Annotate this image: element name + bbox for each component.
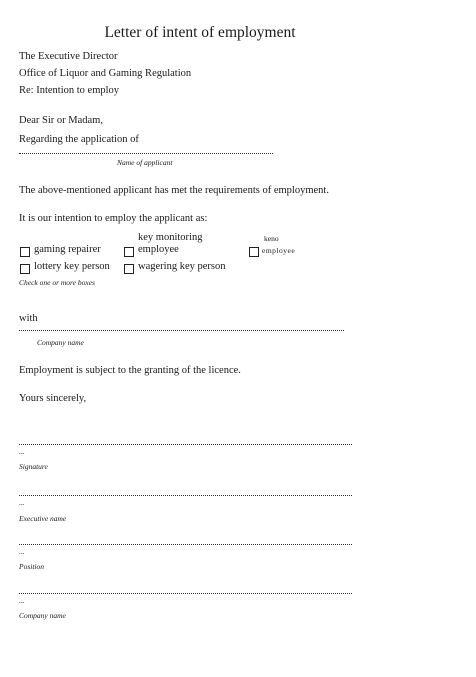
closing-text: Yours sincerely, [19,393,87,404]
with-label: with [19,313,38,324]
lottery-key-person-label: lottery key person [34,261,110,272]
position-continuation: ... [19,547,25,556]
position-caption: Position [19,562,45,571]
keno-employee-checkbox[interactable] [249,247,259,257]
lottery-key-person-checkbox[interactable] [20,264,30,274]
page-title: Letter of intent of employment [104,24,296,41]
employer-company-caption: Company name [37,338,84,347]
intention-text: It is our intention to employ the applicant as: [19,213,208,224]
recipient-line-3: Re: Intention to employ [19,85,120,96]
recipient-line-2: Office of Liquor and Gaming Regulation [19,68,192,79]
recipient-line-1: The Executive Director [19,51,118,62]
key-monitoring-label-line-1: key monitoring [138,232,203,243]
wagering-key-person-label: wagering key person [138,261,226,272]
applicant-name-field[interactable] [19,153,273,154]
gaming-repairer-label: gaming repairer [34,244,101,255]
applicant-name-caption: Name of applicant [117,158,173,167]
keno-label-line-1: keno [264,234,279,243]
check-boxes-note: Check one or more boxes [19,278,95,287]
company-name-caption: Company name [19,611,66,620]
signature-caption: Signature [19,462,48,471]
licence-text: Employment is subject to the granting of the licence. [19,365,241,376]
key-monitoring-label-line-2: employee [138,244,179,255]
gaming-repairer-checkbox[interactable] [20,247,30,257]
position-field[interactable] [19,544,352,545]
executive-name-field[interactable] [19,495,352,496]
company-name-field[interactable] [19,593,352,594]
company-continuation: ... [19,596,25,605]
executive-name-caption: Executive name [19,514,67,523]
keno-label-line-2: employee [262,246,296,255]
key-monitoring-employee-checkbox[interactable] [124,247,134,257]
signature-continuation: ... [19,447,25,456]
executive-continuation: ... [19,498,25,507]
salutation: Dear Sir or Madam, [19,115,103,126]
regarding-text: Regarding the application of [19,134,139,145]
wagering-key-person-checkbox[interactable] [124,264,134,274]
requirements-text: The above-mentioned applicant has met the requirements of employment. [19,185,329,196]
signature-field[interactable] [19,444,352,445]
employer-company-field[interactable] [19,330,344,331]
